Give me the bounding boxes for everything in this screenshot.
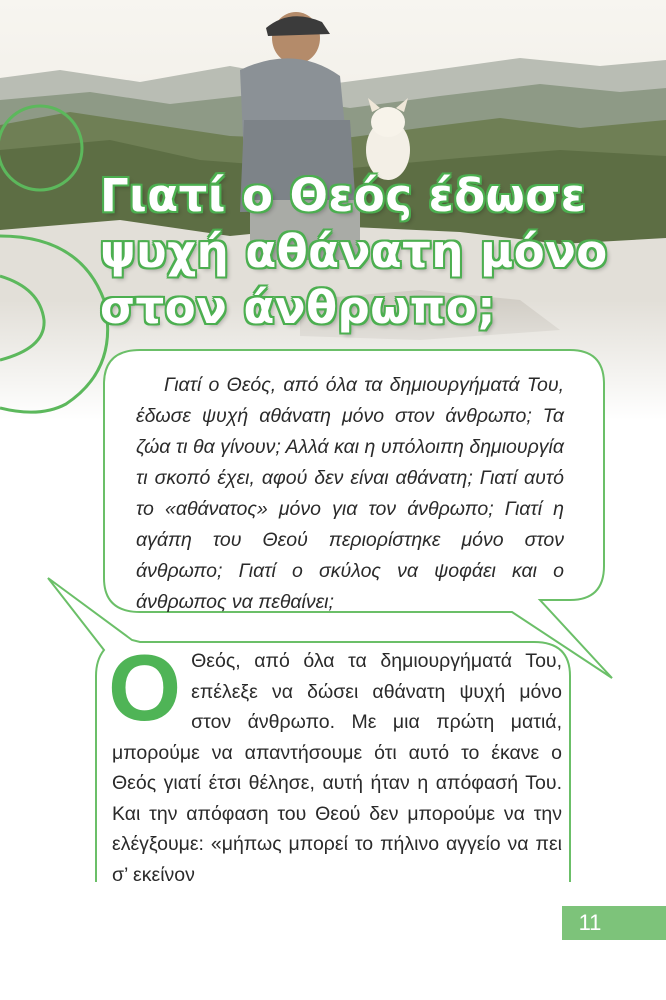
page-number: 11 — [578, 910, 602, 935]
decor-arc-small — [0, 276, 44, 360]
drop-cap: O — [108, 635, 182, 740]
answer-text: Θεός, από όλα τα δημιουργήματά Του, επέλεξε να δώσει αθάνατη ψυχή μόνο στον άνθρωπο. Με μια πρώτη ματιά, μπορούμε να απαντήσουμε ότι αυτό το έκανε ο Θεός γιατί έτσι θέλησε, αυτή ήταν η απόφασή Του. Και την απόφαση του Θεού δεν μπορούμε να την ελέγξουμε: «μήπως μπορεί το πήλινο αγγείο να πει σ’ εκείνον — [112, 650, 562, 886]
question-paragraph — [136, 370, 564, 618]
title-line-3: στον άνθρωπο; — [100, 281, 496, 334]
decor-arc-large — [0, 236, 108, 412]
decor-circle — [0, 106, 82, 190]
page-title — [100, 168, 620, 336]
question-text: Γιατί ο Θεός, από όλα τα δημιουργήματά Του, έδωσε ψυχή αθάνατη μόνο στον άνθρωπο; Τα ζώα τι θα γίνουν; Αλλά και η υπόλοιπη δημιουργία τι σκοπό έχει, αφού δεν είναι αθάνατη; Γιατί αυτό το «αθάνατος» μόνο για τον άνθρωπο; Γιατί η αγάπη του Θεού περιορίστηκε μόνο στον άνθρωπο; Γιατί ο σκύλος να ψοφάει και ο άνθρωπος να πεθαίνει; — [136, 374, 564, 613]
page-number-tab — [562, 906, 666, 940]
title-line-1: Γιατί ο Θεός έδωσε — [100, 169, 587, 222]
title-line-2: ψυχή αθάνατη μόνο — [100, 225, 608, 278]
answer-paragraph — [108, 635, 562, 890]
